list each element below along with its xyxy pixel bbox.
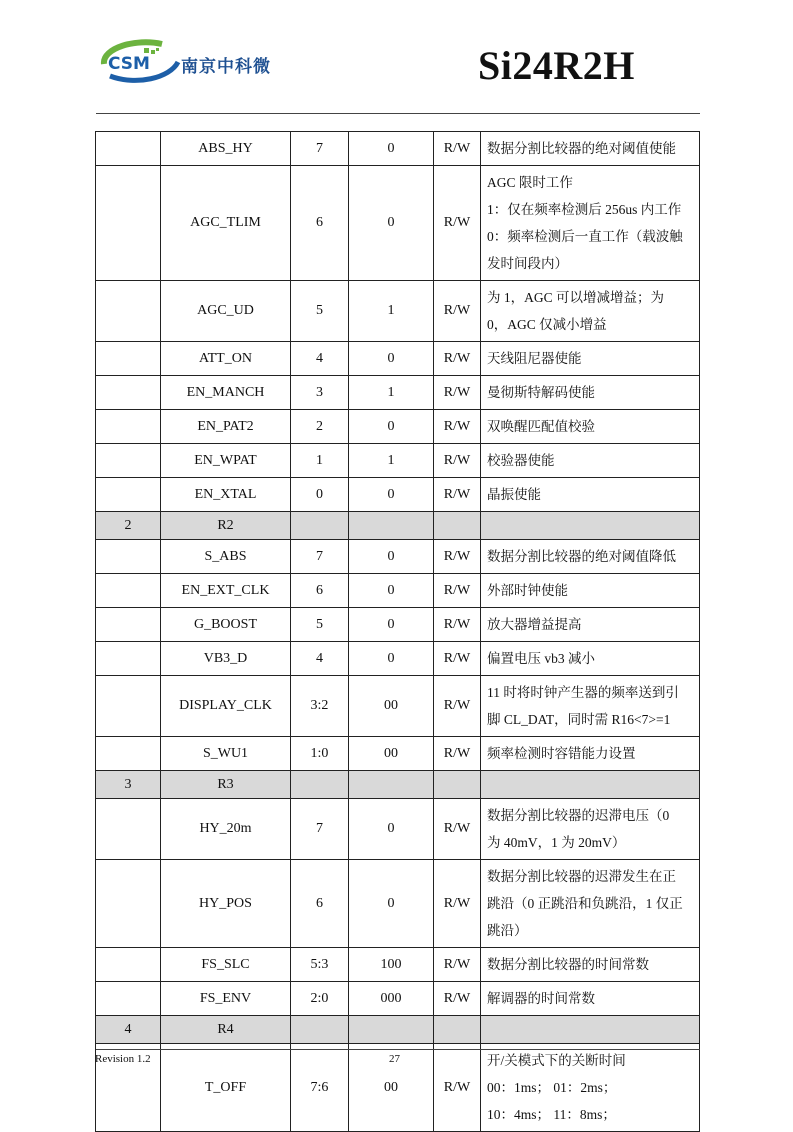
field-name-cell: HY_POS (161, 860, 291, 948)
empty-cell (96, 166, 161, 281)
field-bits-cell: 0 (291, 478, 349, 512)
description-line: 数据分割比较器的迟滞电压（0 (487, 808, 670, 823)
description-line: 曼彻斯特解码使能 (487, 385, 595, 400)
description-line: 频率检测时容错能力设置 (487, 746, 636, 761)
register-field-row (96, 166, 700, 281)
field-default-cell: 0 (349, 132, 434, 166)
field-rw-cell: R/W (434, 860, 481, 948)
field-description-cell (481, 948, 700, 982)
field-bits-cell: 1 (291, 444, 349, 478)
register-name-cell: R2 (161, 512, 291, 540)
register-field-row (96, 376, 700, 410)
register-field-row (96, 676, 700, 737)
empty-cell (96, 642, 161, 676)
field-bits-cell: 1:0 (291, 737, 349, 771)
field-default-cell: 0 (349, 478, 434, 512)
field-name-cell: EN_EXT_CLK (161, 574, 291, 608)
field-name-cell: EN_MANCH (161, 376, 291, 410)
field-default-cell: 0 (349, 540, 434, 574)
field-description-cell (481, 1044, 700, 1132)
field-description-cell (481, 376, 700, 410)
field-default-cell: 0 (349, 166, 434, 281)
empty-cell (96, 608, 161, 642)
description-line: 数据分割比较器的迟滞发生在正 (487, 869, 676, 884)
field-default-cell: 0 (349, 860, 434, 948)
empty-cell (96, 376, 161, 410)
description-line: 开/关模式下的关断时间 (487, 1053, 626, 1068)
svg-text:CSM: CSM (108, 54, 150, 74)
field-default-cell: 1 (349, 281, 434, 342)
field-description-cell (481, 642, 700, 676)
register-section-row (96, 771, 700, 799)
field-default-cell: 00 (349, 676, 434, 737)
revision-label: Revision 1.2 (95, 1053, 151, 1065)
register-section-row (96, 512, 700, 540)
field-bits-cell: 7 (291, 799, 349, 860)
field-description-cell (481, 132, 700, 166)
empty-cell (96, 676, 161, 737)
field-description-cell (481, 444, 700, 478)
field-bits-cell: 3 (291, 376, 349, 410)
field-bits-cell: 6 (291, 860, 349, 948)
empty-cell (434, 771, 481, 799)
empty-cell (291, 771, 349, 799)
description-line: 00：1ms； 01：2ms； (487, 1080, 617, 1095)
register-field-row (96, 860, 700, 948)
field-description-cell (481, 982, 700, 1016)
field-rw-cell: R/W (434, 132, 481, 166)
footer-divider (96, 1049, 700, 1050)
field-rw-cell: R/W (434, 281, 481, 342)
field-bits-cell: 4 (291, 342, 349, 376)
description-line: 数据分割比较器的绝对阈值使能 (487, 141, 676, 156)
field-default-cell: 100 (349, 948, 434, 982)
description-line: 校验器使能 (487, 453, 555, 468)
empty-cell (481, 1016, 700, 1044)
field-rw-cell: R/W (434, 574, 481, 608)
register-field-row (96, 540, 700, 574)
register-field-row (96, 737, 700, 771)
empty-cell (96, 799, 161, 860)
field-bits-cell: 5 (291, 281, 349, 342)
empty-cell (96, 410, 161, 444)
register-address-cell: 2 (96, 512, 161, 540)
empty-cell (96, 540, 161, 574)
empty-cell (434, 1016, 481, 1044)
field-description-cell (481, 860, 700, 948)
field-default-cell: 0 (349, 799, 434, 860)
description-line: 晶振使能 (487, 487, 541, 502)
field-default-cell: 0 (349, 608, 434, 642)
field-rw-cell: R/W (434, 642, 481, 676)
page-header (0, 0, 793, 115)
field-bits-cell: 2 (291, 410, 349, 444)
register-field-row (96, 642, 700, 676)
empty-cell (96, 737, 161, 771)
register-field-row (96, 948, 700, 982)
field-rw-cell: R/W (434, 737, 481, 771)
description-line: 双唤醒匹配值校验 (487, 419, 595, 434)
field-default-cell: 1 (349, 444, 434, 478)
field-name-cell: EN_PAT2 (161, 410, 291, 444)
field-bits-cell: 7 (291, 540, 349, 574)
description-line: 0，AGC 仅减小增益 (487, 317, 607, 332)
description-line: 脚 CL_DAT，同时需 R16<7>=1 (487, 712, 671, 727)
register-name-cell: R4 (161, 1016, 291, 1044)
description-line: 0：频率检测后一直工作（载波触 (487, 229, 683, 244)
field-description-cell (481, 799, 700, 860)
field-name-cell: G_BOOST (161, 608, 291, 642)
field-bits-cell: 4 (291, 642, 349, 676)
description-line: 11 时将时钟产生器的频率送到引 (487, 685, 679, 700)
description-line: 外部时钟使能 (487, 583, 568, 598)
field-name-cell: EN_XTAL (161, 478, 291, 512)
description-line: 跳沿（0 正跳沿和负跳沿，1 仅正 (487, 896, 683, 911)
field-rw-cell: R/W (434, 166, 481, 281)
field-name-cell: AGC_UD (161, 281, 291, 342)
field-description-cell (481, 540, 700, 574)
field-rw-cell: R/W (434, 540, 481, 574)
field-bits-cell: 6 (291, 166, 349, 281)
empty-cell (349, 771, 434, 799)
empty-cell (291, 512, 349, 540)
empty-cell (96, 478, 161, 512)
field-rw-cell: R/W (434, 376, 481, 410)
empty-cell (96, 281, 161, 342)
field-name-cell: HY_20m (161, 799, 291, 860)
field-name-cell: EN_WPAT (161, 444, 291, 478)
description-line: 解调器的时间常数 (487, 991, 595, 1006)
description-line: 为 40mV，1 为 20mV） (487, 835, 626, 850)
description-line: 数据分割比较器的时间常数 (487, 957, 649, 972)
field-default-cell: 0 (349, 574, 434, 608)
field-rw-cell: R/W (434, 982, 481, 1016)
field-rw-cell: R/W (434, 342, 481, 376)
empty-cell (96, 574, 161, 608)
field-bits-cell: 5:3 (291, 948, 349, 982)
register-field-row (96, 281, 700, 342)
field-default-cell: 00 (349, 737, 434, 771)
field-rw-cell: R/W (434, 948, 481, 982)
register-table (95, 131, 700, 1132)
field-name-cell: FS_ENV (161, 982, 291, 1016)
register-field-row (96, 574, 700, 608)
field-description-cell (481, 166, 700, 281)
field-rw-cell: R/W (434, 410, 481, 444)
field-name-cell: DISPLAY_CLK (161, 676, 291, 737)
field-description-cell (481, 410, 700, 444)
empty-cell (96, 982, 161, 1016)
field-rw-cell: R/W (434, 1044, 481, 1132)
register-field-row (96, 132, 700, 166)
register-section-row (96, 1016, 700, 1044)
empty-cell (349, 512, 434, 540)
empty-cell (291, 1016, 349, 1044)
field-rw-cell: R/W (434, 444, 481, 478)
description-line: 偏置电压 vb3 减小 (487, 651, 595, 666)
description-line: 为 1，AGC 可以增减增益；为 (487, 290, 665, 305)
empty-cell (481, 512, 700, 540)
field-name-cell: S_WU1 (161, 737, 291, 771)
register-name-cell: R3 (161, 771, 291, 799)
field-default-cell: 1 (349, 376, 434, 410)
register-field-row (96, 478, 700, 512)
field-default-cell: 0 (349, 642, 434, 676)
description-line: AGC 限时工作 (487, 175, 573, 190)
page-number: 27 (389, 1053, 400, 1065)
field-name-cell: ABS_HY (161, 132, 291, 166)
empty-cell (96, 342, 161, 376)
field-name-cell: S_ABS (161, 540, 291, 574)
empty-cell (96, 860, 161, 948)
field-default-cell: 0 (349, 410, 434, 444)
csm-logo-icon (96, 36, 186, 86)
register-field-row (96, 444, 700, 478)
description-line: 放大器增益提高 (487, 617, 582, 632)
register-field-row (96, 608, 700, 642)
field-name-cell: AGC_TLIM (161, 166, 291, 281)
field-description-cell (481, 574, 700, 608)
field-description-cell (481, 676, 700, 737)
field-name-cell: VB3_D (161, 642, 291, 676)
field-rw-cell: R/W (434, 478, 481, 512)
empty-cell (96, 132, 161, 166)
field-default-cell: 00 (349, 1044, 434, 1132)
product-title: Si24R2H (478, 43, 635, 88)
description-line: 数据分割比较器的绝对阈值降低 (487, 549, 676, 564)
description-line: 跳沿） (487, 923, 528, 938)
field-description-cell (481, 478, 700, 512)
field-name-cell: ATT_ON (161, 342, 291, 376)
empty-cell (96, 444, 161, 478)
field-rw-cell: R/W (434, 799, 481, 860)
field-bits-cell: 2:0 (291, 982, 349, 1016)
empty-cell (349, 1016, 434, 1044)
description-line: 天线阻尼器使能 (487, 351, 582, 366)
register-address-cell: 4 (96, 1016, 161, 1044)
description-line: 发时间段内） (487, 256, 568, 271)
empty-cell (434, 512, 481, 540)
field-bits-cell: 3:2 (291, 676, 349, 737)
register-field-row (96, 342, 700, 376)
field-bits-cell: 7 (291, 132, 349, 166)
field-default-cell: 0 (349, 342, 434, 376)
empty-cell (481, 771, 700, 799)
description-line: 10：4ms； 11：8ms； (487, 1107, 616, 1122)
field-name-cell: FS_SLC (161, 948, 291, 982)
field-bits-cell: 6 (291, 574, 349, 608)
field-description-cell (481, 281, 700, 342)
field-default-cell: 000 (349, 982, 434, 1016)
field-bits-cell: 7:6 (291, 1044, 349, 1132)
register-field-row (96, 982, 700, 1016)
field-bits-cell: 5 (291, 608, 349, 642)
register-field-row (96, 410, 700, 444)
register-field-row (96, 799, 700, 860)
header-divider (96, 113, 700, 114)
empty-cell (96, 948, 161, 982)
field-rw-cell: R/W (434, 676, 481, 737)
field-rw-cell: R/W (434, 608, 481, 642)
description-line: 1：仅在频率检测后 256us 内工作 (487, 202, 682, 217)
field-name-cell: T_OFF (161, 1044, 291, 1132)
register-address-cell: 3 (96, 771, 161, 799)
field-description-cell (481, 737, 700, 771)
field-description-cell (481, 608, 700, 642)
field-description-cell (481, 342, 700, 376)
company-name: 南京中科微 (181, 57, 271, 77)
